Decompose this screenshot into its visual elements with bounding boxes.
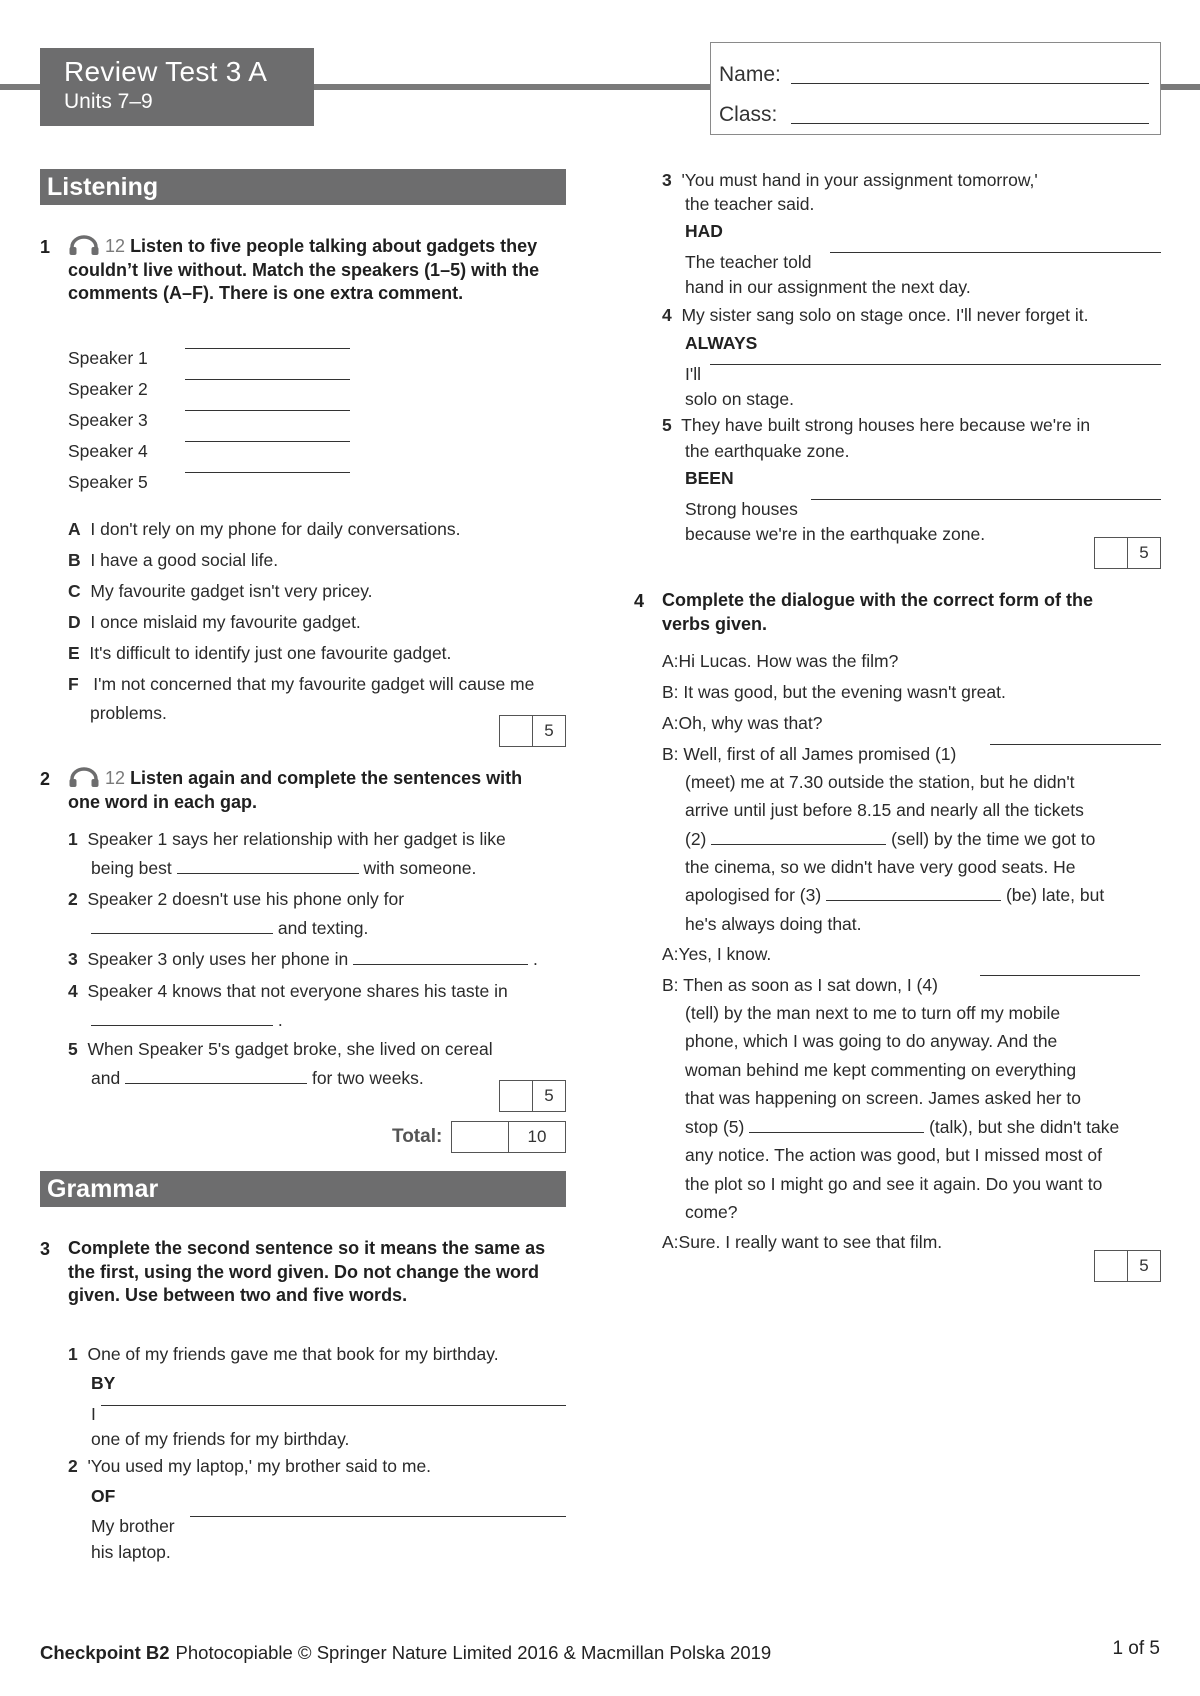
q1-instruction-text: Listen to five people talking about gadgets they couldn’t live without. Match the speakers (1–5) with the comments (A–F). There is one extra comment. [68, 236, 540, 303]
answer-line[interactable] [710, 364, 1161, 365]
dialogue-line: (2) (sell) by the time we got to [685, 829, 1096, 849]
option-a: A I don't rely on my phone for daily conversations. [68, 519, 461, 539]
option-e: E It's difficult to identify just one favourite gadget. [68, 643, 452, 663]
answer-gap[interactable] [125, 1066, 307, 1084]
dialogue-line: (tell) by the man next to me to turn off my mobile [685, 1003, 1061, 1023]
footer-copyright: Photocopiable © Springer Nature Limited 2016 & Macmillan Polska 2019 [175, 1642, 772, 1663]
verb-gap-1[interactable] [990, 744, 1161, 745]
q2-item-1: 1 Speaker 1 says her relationship with her gadget is like [68, 829, 506, 849]
q2-score-box [499, 1080, 566, 1112]
q3-keyword-5: BEEN [685, 468, 734, 488]
dialogue-line: A:Yes, I know. [662, 944, 772, 964]
q3-end-2: his laptop. [91, 1542, 171, 1562]
answer-gap[interactable] [353, 947, 528, 965]
speaker-answer[interactable] [185, 348, 350, 349]
dialogue-line: A:Hi Lucas. How was the film? [662, 651, 899, 671]
dialogue-line: he's always doing that. [685, 914, 862, 934]
speaker-label: Speaker 1 [68, 348, 148, 368]
q3-keyword-3: HAD [685, 221, 723, 241]
q2-item-3: 3 Speaker 3 only uses her phone in . [68, 949, 538, 969]
speaker-label: Speaker 5 [68, 472, 148, 492]
dialogue-line: the cinema, so we didn't have very good seats. He [685, 857, 1076, 877]
headphones-icon [68, 235, 100, 255]
dialogue-line: arrive until just before 8.15 and nearly all the tickets [685, 800, 1084, 820]
q3-item-3-line2: the teacher said. [685, 194, 815, 214]
total-label: Total: [392, 1126, 443, 1147]
q3-keyword-4: ALWAYS [685, 333, 758, 353]
q3-item-2: 2 'You used my laptop,' my brother said to me. [68, 1456, 432, 1476]
q3-start-5: Strong houses [685, 499, 798, 519]
q2-item-5: 5 When Speaker 5's gadget broke, she lived on cereal [68, 1039, 493, 1059]
q3-number: 3 [40, 1239, 51, 1259]
dialogue-line: any notice. The action was good, but I missed most of [685, 1145, 1102, 1165]
q4-score-box [1094, 1250, 1161, 1282]
q3-keyword-1: BY [91, 1373, 116, 1393]
dialogue-line: apologised for (3) (be) late, but [685, 885, 1105, 905]
q1-number: 1 [40, 237, 51, 257]
answer-line[interactable] [830, 252, 1161, 253]
dialogue-line: that was happening on screen. James asked her to [685, 1088, 1081, 1108]
score-entry[interactable] [1095, 538, 1128, 568]
q3-instruction: Complete the second sentence so it means the same as the first, using the word given. Do not change the word given. Use between two and five words. [68, 1238, 546, 1305]
score-max: 5 [1139, 1256, 1149, 1275]
q3-keyword-2: OF [91, 1486, 116, 1506]
speaker-answer[interactable] [185, 410, 350, 411]
q3-item-3: 3 'You must hand in your assignment tomorrow,' [662, 170, 1038, 190]
section-grammar: Grammar [40, 1171, 566, 1207]
name-field[interactable] [791, 83, 1149, 84]
page-subtitle: Units 7–9 [64, 90, 153, 113]
q1-instruction [68, 235, 568, 306]
q1-score-box [499, 715, 566, 747]
page-number: 1 of 5 [1112, 1638, 1160, 1659]
score-max: 5 [544, 721, 554, 740]
q2-item-2: 2 Speaker 2 doesn't use his phone only for [68, 889, 405, 909]
score-entry[interactable] [500, 716, 533, 746]
footer-credits [40, 1642, 771, 1664]
headphones-icon [68, 767, 100, 787]
q3-end-4: solo on stage. [685, 389, 794, 409]
q3-item-1: 1 One of my friends gave me that book for my birthday. [68, 1344, 499, 1364]
total-score-box [451, 1121, 566, 1153]
score-max: 5 [544, 1086, 554, 1105]
option-f: F I'm not concerned that my favourite gadget will cause me problems. [68, 674, 535, 723]
answer-gap[interactable] [91, 916, 273, 934]
verb-gap-2[interactable] [711, 827, 886, 845]
q3-score-box [1094, 537, 1161, 569]
q2-item-1-line2: being best with someone. [91, 858, 477, 878]
name-label: Name: [719, 63, 781, 86]
q2-item-4-line2: . [91, 1006, 283, 1034]
q2-item-4: 4 Speaker 4 knows that not everyone shares his taste in [68, 981, 508, 1001]
page-title: Review Test 3 A [64, 56, 268, 87]
dialogue-line: come? [685, 1202, 738, 1222]
verb-gap-4[interactable] [980, 975, 1140, 976]
option-d: D I once mislaid my favourite gadget. [68, 612, 361, 632]
dialogue-line: (meet) me at 7.30 outside the station, but he didn't [685, 772, 1075, 792]
speaker-label: Speaker 4 [68, 441, 148, 461]
answer-line[interactable] [101, 1405, 566, 1406]
speaker-label: Speaker 3 [68, 410, 148, 430]
dialogue-line: B: Well, first of all James promised (1) [662, 744, 957, 764]
dialogue-line: stop (5) (talk), but she didn't take [685, 1117, 1120, 1137]
q2-number: 2 [40, 769, 51, 789]
total-score-entry[interactable] [452, 1122, 509, 1152]
dialogue-line: the plot so I might go and see it again. Do you want to [685, 1174, 1103, 1194]
q3-item-5: 5 They have built strong houses here because we're in [662, 415, 1091, 435]
total-score-max: 10 [527, 1127, 547, 1146]
score-max: 5 [1139, 543, 1149, 562]
q2-track: 12 [105, 768, 126, 788]
answer-line[interactable] [811, 499, 1161, 500]
q4-instruction: Complete the dialogue with the correct form of the verbs given. [662, 590, 1094, 634]
q3-start-3: The teacher told [685, 252, 812, 272]
speaker-answer[interactable] [185, 472, 350, 473]
dialogue-line: woman behind me kept commenting on everything [685, 1060, 1077, 1080]
q3-end-1: one of my friends for my birthday. [91, 1429, 350, 1449]
q2-instruction [68, 767, 558, 814]
option-b: B I have a good social life. [68, 550, 279, 570]
verb-gap-3[interactable] [826, 883, 1001, 901]
q3-start-1: I [91, 1404, 96, 1424]
q1-track: 12 [105, 236, 126, 256]
dialogue-line: A:Sure. I really want to see that film. [662, 1232, 943, 1252]
q2-instruction-text: Listen again and complete the sentences with one word in each gap. [68, 768, 523, 812]
speaker-answer[interactable] [185, 379, 350, 380]
speaker-label: Speaker 2 [68, 379, 148, 399]
score-entry[interactable] [1095, 1251, 1128, 1281]
q3-start-4: I'll [685, 364, 701, 384]
q2-item-2-line2: and texting. [91, 914, 368, 942]
option-c: C My favourite gadget isn't very pricey. [68, 581, 373, 601]
class-field[interactable] [791, 123, 1149, 124]
q3-item-5-line2: the earthquake zone. [685, 441, 850, 461]
class-label: Class: [719, 103, 778, 126]
title-box [40, 48, 314, 126]
q2-item-5-line2: and for two weeks. [91, 1068, 424, 1088]
q3-start-2: My brother [91, 1516, 175, 1536]
dialogue-line: A:Oh, why was that? [662, 713, 823, 733]
verb-gap-5[interactable] [749, 1115, 924, 1133]
score-entry[interactable] [500, 1081, 533, 1111]
name-class-box [710, 42, 1161, 135]
speaker-answer[interactable] [185, 441, 350, 442]
q3-end-5: because we're in the earthquake zone. [685, 524, 986, 544]
footer-brand: Checkpoint B2 [40, 1642, 170, 1663]
dialogue-line: B: Then as soon as I sat down, I (4) [662, 975, 938, 995]
q3-end-3: hand in our assignment the next day. [685, 277, 971, 297]
answer-line[interactable] [190, 1516, 566, 1517]
answer-gap[interactable] [91, 1008, 273, 1026]
dialogue-line: phone, which I was going to do anyway. And the [685, 1031, 1058, 1051]
section-listening: Listening [40, 169, 566, 205]
q3-item-4: 4 My sister sang solo on stage once. I'll never forget it. [662, 305, 1089, 325]
answer-gap[interactable] [177, 856, 359, 874]
dialogue-line: B: It was good, but the evening wasn't great. [662, 682, 1006, 702]
q4-number: 4 [634, 591, 645, 611]
